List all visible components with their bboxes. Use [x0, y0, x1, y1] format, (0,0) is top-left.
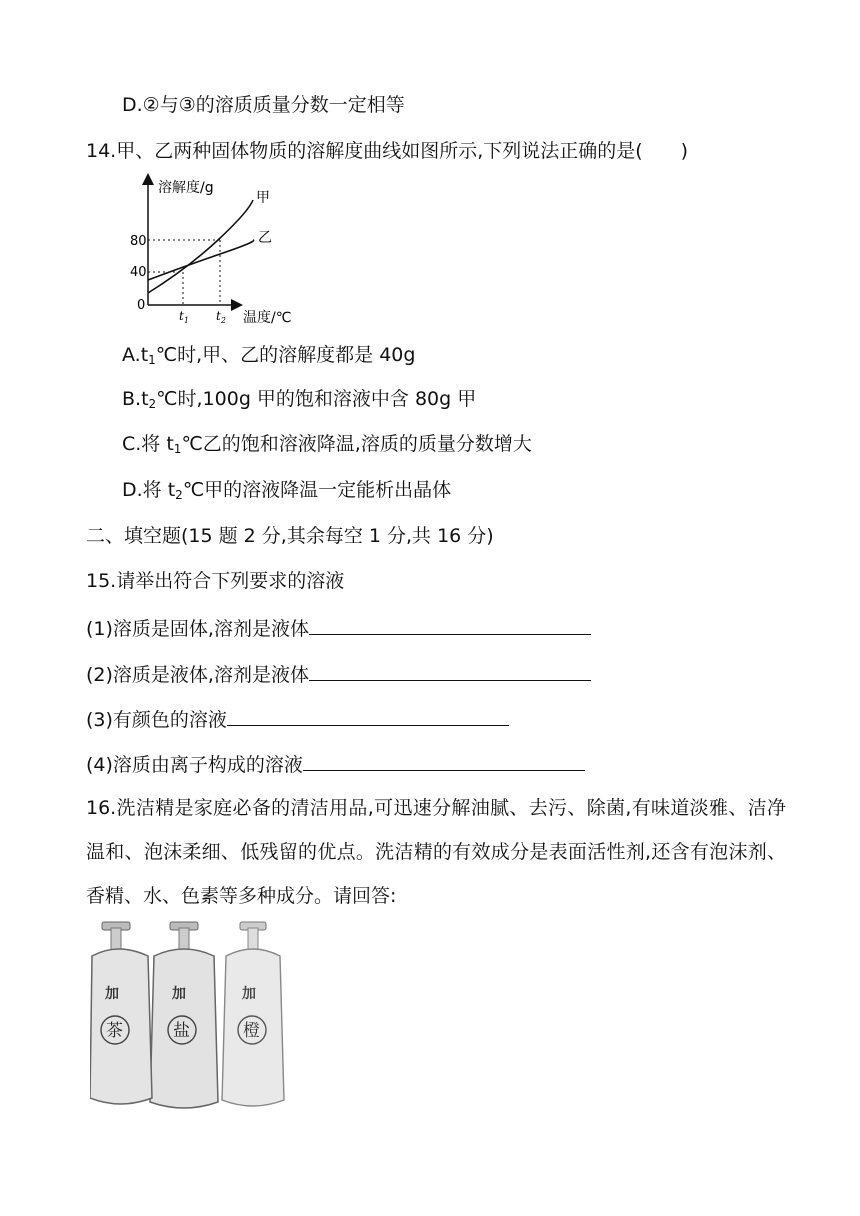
solubility-graph	[128, 170, 308, 325]
q15-item-2: (2)溶质是液体,溶剂是液体	[86, 660, 591, 688]
q15-item-3: (3)有颜色的溶液	[86, 705, 509, 733]
y-axis-label: 溶解度/g	[158, 180, 214, 196]
answer-blank[interactable]	[303, 750, 585, 771]
origin-label: 0	[137, 298, 146, 313]
bottle-badge: 加	[242, 986, 256, 1002]
q15-item-4: (4)溶质由离子构成的溶液	[86, 750, 585, 778]
curve-yi-label: 乙	[258, 230, 272, 246]
curve-jia-label: 甲	[256, 190, 270, 206]
q14-option-d: D.将 $t_2℃$甲的溶液降温一定能析出晶体	[122, 479, 452, 502]
x-axis-label: 温度/℃	[243, 310, 292, 325]
answer-blank[interactable]	[309, 614, 591, 635]
curve-yi	[148, 240, 254, 280]
q15-stem: 15.请举出符合下列要求的溶液	[86, 570, 345, 592]
bottle-label-orange: 橙	[243, 1021, 260, 1041]
bottle-orange	[222, 922, 284, 1106]
y-tick-80: 80	[130, 234, 147, 249]
answer-blank[interactable]	[227, 705, 509, 726]
bottle-label-tea: 茶	[106, 1021, 123, 1041]
answer-blank[interactable]	[309, 660, 591, 681]
x-tick-t1: $t_1$	[179, 309, 189, 325]
q16-text: 16.洗洁精是家庭必备的清洁用品,可迅速分解油腻、去污、除菌,有味道淡雅、洁净温和、泡沫柔细、低残留的优点。洗洁精的有效成分是表面活性剂,还含有泡沫剂、香精、水、色素等多种成分。请回答:	[86, 797, 786, 907]
q15-item-1: (1)溶质是固体,溶剂是液体	[86, 614, 591, 642]
q13-option-d: D.②与③的溶质质量分数一定相等	[122, 94, 405, 116]
q14-option-a: $A.t_1℃$时,甲、乙的溶解度都是 40g	[122, 344, 416, 367]
x-tick-t2: $t_2$	[216, 309, 226, 325]
q14-option-c: C.将 $t_1℃$乙的饱和溶液降温,溶质的质量分数增大	[122, 433, 532, 456]
bottle-label-salt: 盐	[173, 1021, 190, 1041]
q14-stem: 14.甲、乙两种固体物质的溶解度曲线如图所示,下列说法正确的是( )	[86, 140, 689, 162]
bottle-salt	[150, 922, 218, 1108]
curve-jia	[148, 200, 253, 293]
bottle-tea	[90, 922, 152, 1104]
y-tick-40: 40	[130, 265, 147, 280]
bottle-badge: 加	[172, 986, 186, 1002]
section-2-title: 二、填空题(15 题 2 分,其余每空 1 分,共 16 分)	[86, 525, 494, 547]
q14-option-b: $B.t_2℃$时,100g 甲的饱和溶液中含 80g 甲	[122, 388, 477, 411]
bottle-badge: 加	[105, 986, 119, 1002]
detergent-bottles-image	[90, 920, 290, 1112]
